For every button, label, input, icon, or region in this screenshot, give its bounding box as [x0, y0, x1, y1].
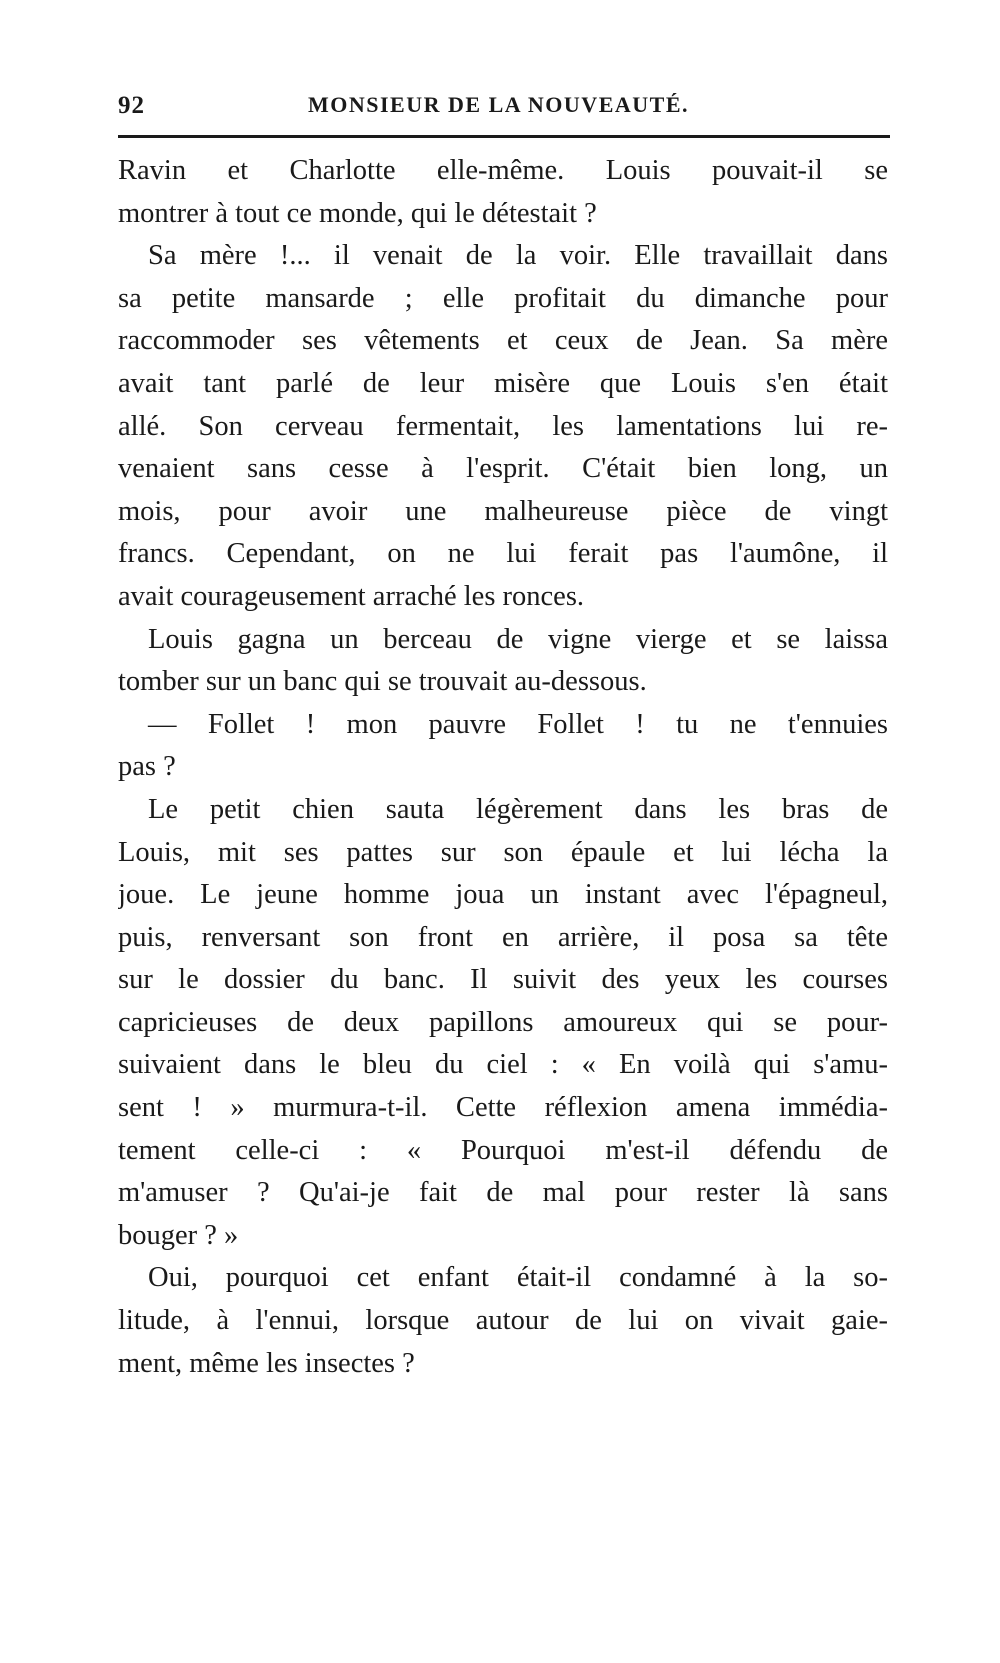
text-line: bouger ? »	[118, 1219, 239, 1251]
text-line: avait tant parlé de leur misère que Louis s'en était	[118, 367, 888, 399]
text-line: allé. Son cerveau fermentait, les lamentations lui re-	[118, 410, 888, 442]
text-line: venaient sans cesse à l'esprit. C'était bien long, un	[118, 453, 888, 485]
text-line: m'amuser ? Qu'ai-je fait de mal pour rester là sans	[118, 1177, 888, 1209]
text-line: capricieuses de deux papillons amoureux qui se pour-	[118, 1006, 888, 1038]
text-line: sa petite mansarde ; elle profitait du dimanche pour	[118, 282, 888, 314]
header-rule	[118, 135, 890, 138]
text-line: joue. Le jeune homme joua un instant avec l'épagneul,	[118, 879, 888, 911]
page-number: 92	[118, 92, 145, 119]
text-line: pas ?	[118, 751, 176, 783]
text-line: Oui, pourquoi cet enfant était-il condamné à la so-	[148, 1262, 888, 1294]
page-header	[118, 92, 888, 128]
text-line: montrer à tout ce monde, qui le détestait ?	[118, 197, 597, 229]
text-line: sur le dossier du banc. Il suivit des yeux les courses	[118, 964, 888, 996]
running-title: MONSIEUR DE LA NOUVEAUTÉ.	[308, 92, 689, 117]
text-line: Sa mère !... il venait de la voir. Elle travaillait dans	[148, 240, 888, 272]
text-line: raccommoder ses vêtements et ceux de Jean. Sa mère	[118, 325, 888, 357]
text-line: Ravin et Charlotte elle-même. Louis pouvait-il se	[118, 155, 888, 186]
text-line: litude, à l'ennui, lorsque autour de lui on vivait gaie-	[118, 1305, 888, 1337]
text-line: tement celle-ci : « Pourquoi m'est-il défendu de	[118, 1134, 888, 1166]
text-line: sent ! » murmura-t-il. Cette réflexion amena immédia-	[118, 1092, 888, 1124]
text-line: suivaient dans le bleu du ciel : « En voilà qui s'amu-	[118, 1049, 888, 1081]
text-line: Louis gagna un berceau de vigne vierge et se laissa	[148, 623, 888, 655]
text-line: Le petit chien sauta légèrement dans les bras de	[148, 793, 888, 825]
text-line: Louis, mit ses pattes sur son épaule et lui lécha la	[118, 836, 888, 868]
text-line: — Follet ! mon pauvre Follet ! tu ne t'ennuies	[148, 708, 888, 740]
text-line: mois, pour avoir une malheureuse pièce de vingt	[118, 495, 888, 527]
text-line: francs. Cependant, on ne lui ferait pas l'aumône, il	[118, 538, 888, 570]
text-line: avait courageusement arraché les ronces.	[118, 580, 585, 612]
body-text	[118, 150, 888, 1385]
text-line: puis, renversant son front en arrière, il posa sa tête	[118, 921, 888, 953]
text-line: ment, même les insectes ?	[118, 1347, 415, 1379]
text-line: tomber sur un banc qui se trouvait au-dessous.	[118, 666, 647, 698]
